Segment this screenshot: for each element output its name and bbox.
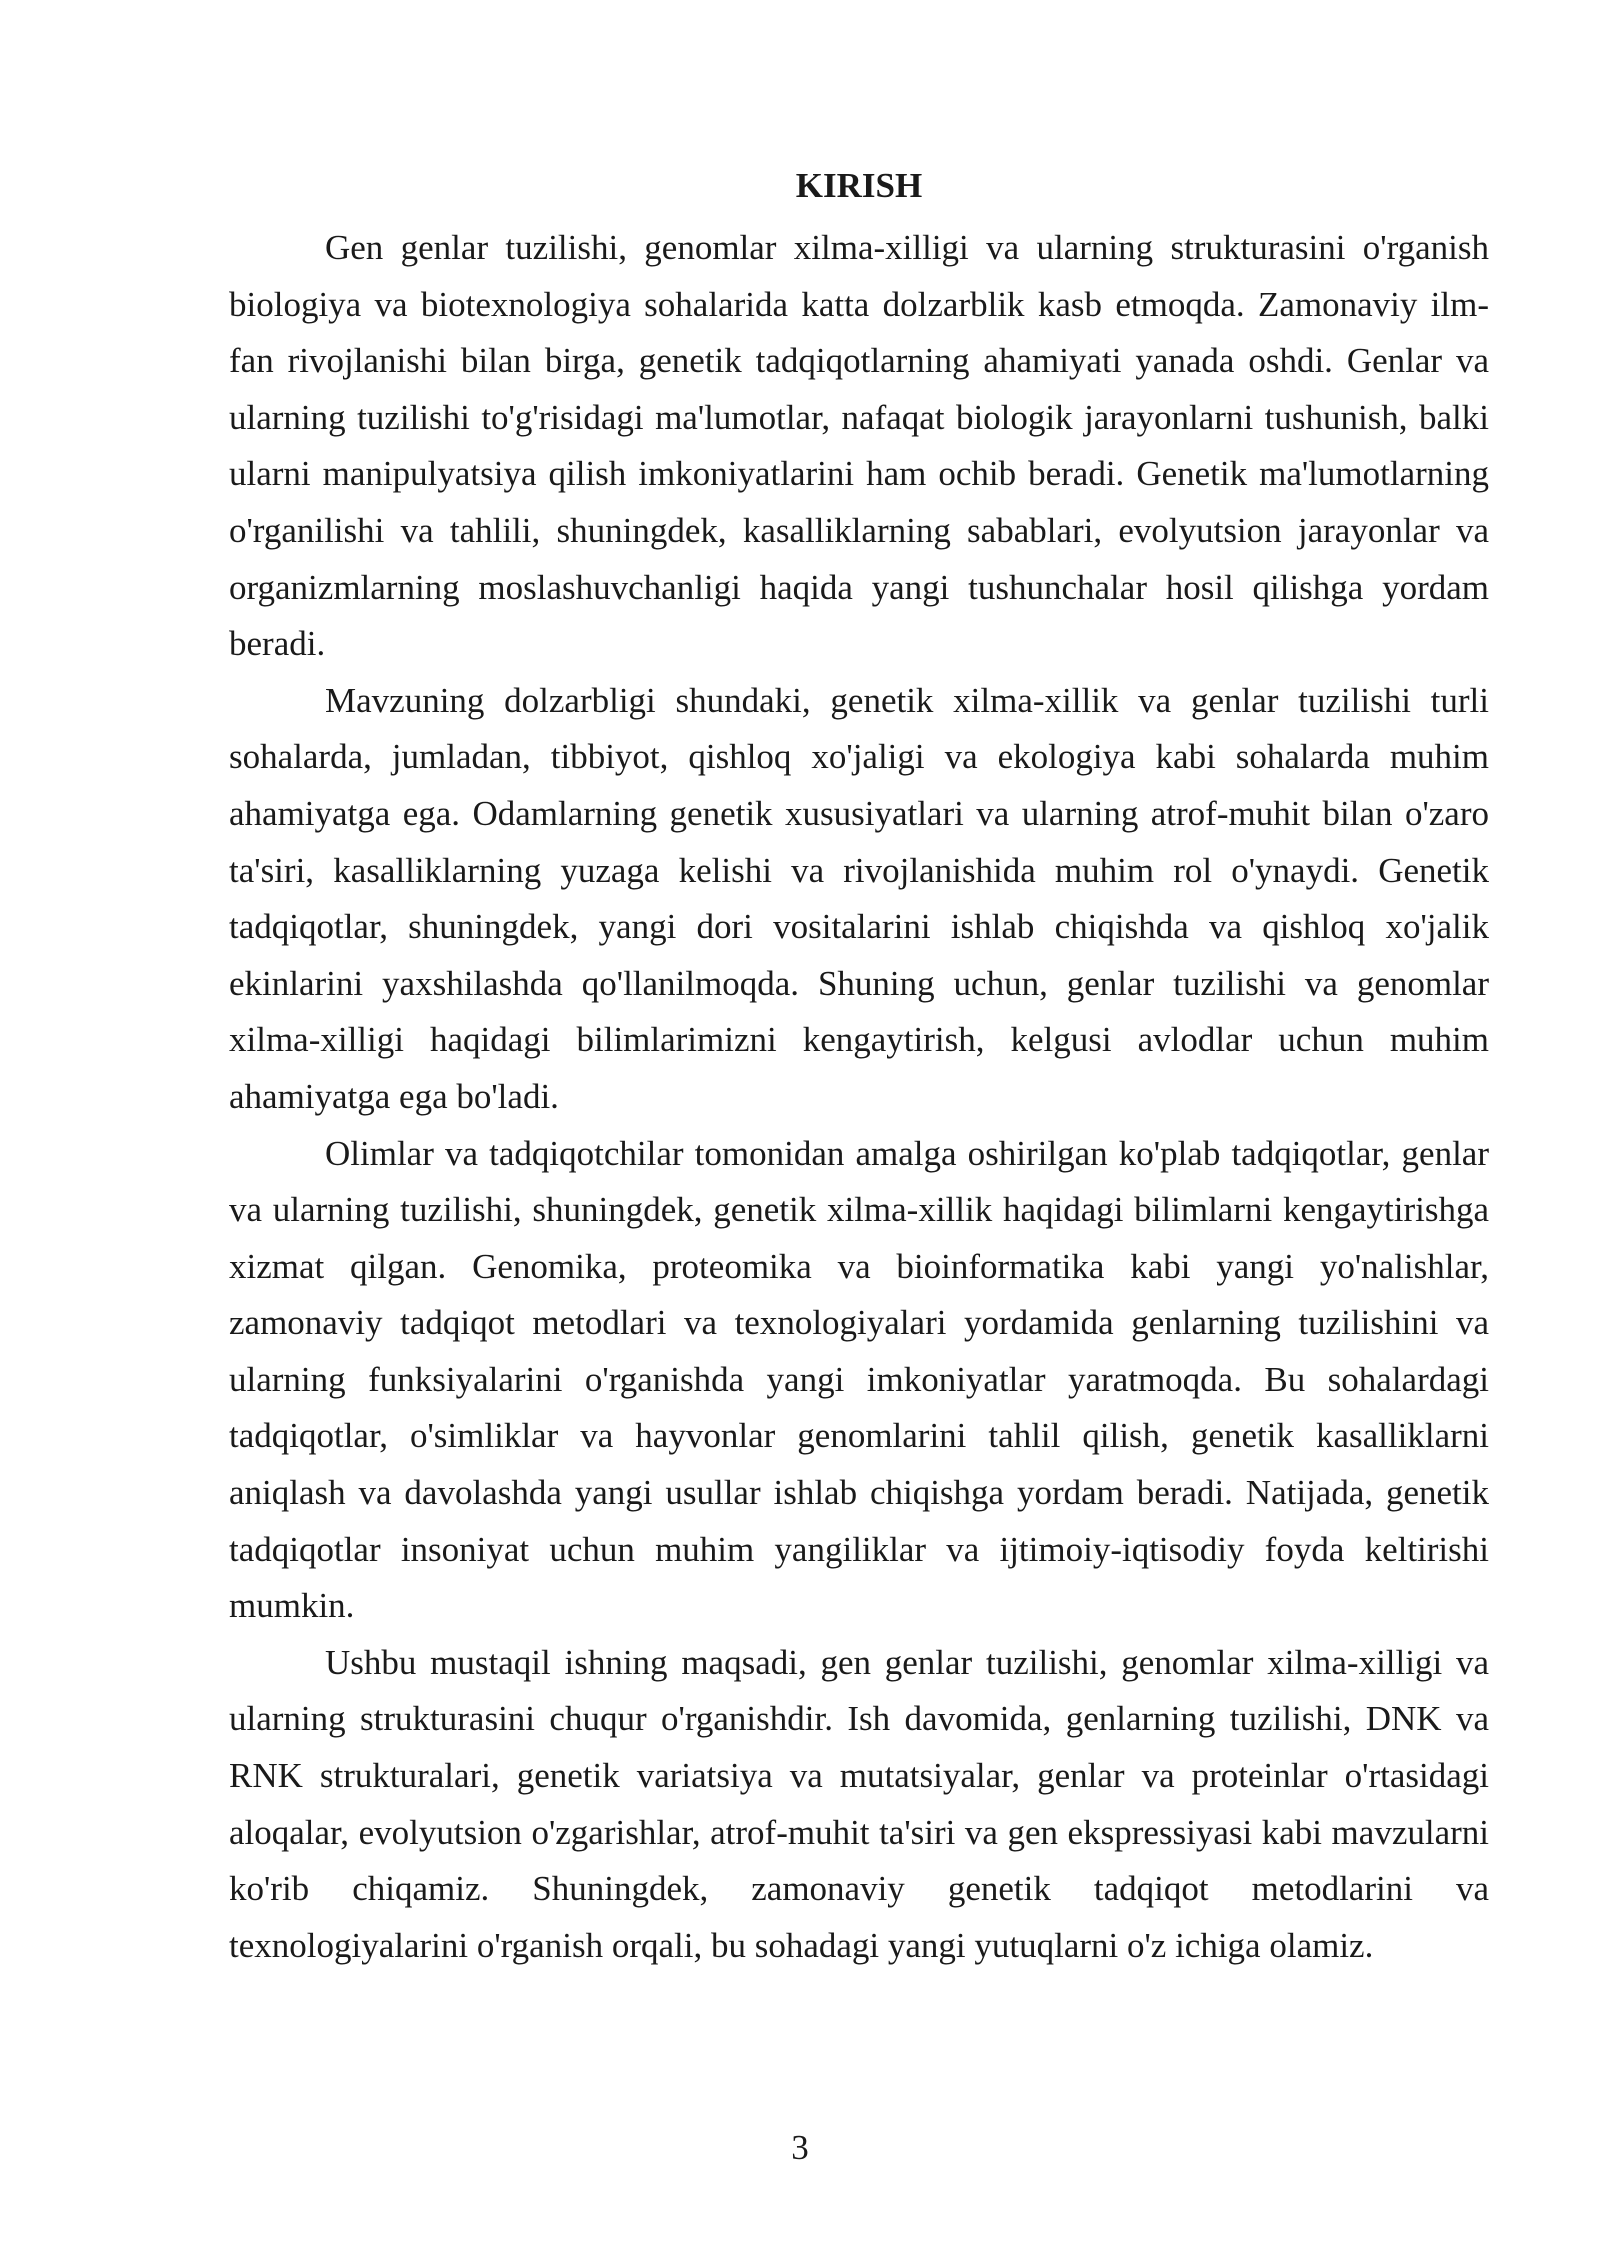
section-title: KIRISH: [795, 166, 923, 205]
paragraph-4: Ushbu mustaqil ishning maqsadi, gen genlar tuzilishi, genomlar xilma-xilligi va ularning strukturasini chuqur o'rganishdir. Ish davomida, genlarning tuzilishi, DNK va RNK strukturalari, genetik variatsiya va mutatsiyalar, genlar va proteinlar o'rtasidagi aloqalar, evolyutsion o'zgarishlar, atrof-muhit ta'siri va gen ekspressiyasi kabi mavzularni ko'rib chiqamiz. Shuningdek, zamonaviy genetik tadqiqot metodlarini va texnologiyalarini o'rganish orqali, bu sohadagi yangi yutuqlarni o'z ichiga olamiz.: [229, 1642, 1489, 1965]
paragraph-1: Gen genlar tuzilishi, genomlar xilma-xilligi va ularning strukturasini o'rganish biologiya va biotexnologiya sohalarida katta dolzarblik kasb etmoqda. Zamonaviy ilm-fan rivojlanishi bilan birga, genetik tadqiqotlarning ahamiyati yanada oshdi. Genlar va ularning tuzilishi to'g'risidagi ma'lumotlar, nafaqat biologik jarayonlarni tushunish, balki ularni manipulyatsiya qilish imkoniyatlarini ham ochib beradi. Genetik ma'lumotlarning o'rganilishi va tahlili, shuningdek, kasalliklarning sabablari, evolyutsion jarayonlar va organizmlarning moslashuvchanligi haqida yangi tushunchalar hosil qilishga yordam beradi.: [229, 228, 1489, 664]
page-number: 3: [791, 2128, 809, 2167]
paragraph-2: Mavzuning dolzarbligi shundaki, genetik xilma-xillik va genlar tuzilishi turli sohalarda, jumladan, tibbiyot, qishloq xo'jaligi va ekologiya kabi sohalarda muhim ahamiyatga ega. Odamlarning genetik xususiyatlari va ularning atrof-muhit bilan o'zaro ta'siri, kasalliklarning yuzaga kelishi va rivojlanishida muhim rol o'ynaydi. Genetik tadqiqotlar, shuningdek, yangi dori vositalarini ishlab chiqishda va qishloq xo'jalik ekinlarini yaxshilashda qo'llanilmoqda. Shuning uchun, genlar tuzilishi va genomlar xilma-xilligi haqidagi bilimlarimizni kengaytirish, kelgusi avlodlar uchun muhim ahamiyatga ega bo'ladi.: [229, 680, 1489, 1116]
page-content: [229, 160, 1489, 1974]
paragraph-3: Olimlar va tadqiqotchilar tomonidan amalga oshirilgan ko'plab tadqiqotlar, genlar va ularning tuzilishi, shuningdek, genetik xilma-xillik haqidagi bilimlarni kengaytirishga xizmat qilgan. Genomika, proteomika va bioinformatika kabi yangi yo'nalishlar, zamonaviy tadqiqot metodlari va texnologiyalari yordamida genlarning tuzilishini va ularning funksiyalarini o'rganishda yangi imkoniyatlar yaratmoqda. Bu sohalardagi tadqiqotlar, o'simliklar va hayvonlar genomlarini tahlil qilish, genetik kasalliklarni aniqlash va davolashda yangi usullar ishlab chiqishga yordam beradi. Natijada, genetik tadqiqotlar insoniyat uchun muhim yangiliklar va ijtimoiy-iqtisodiy foyda keltirishi mumkin.: [229, 1133, 1489, 1626]
